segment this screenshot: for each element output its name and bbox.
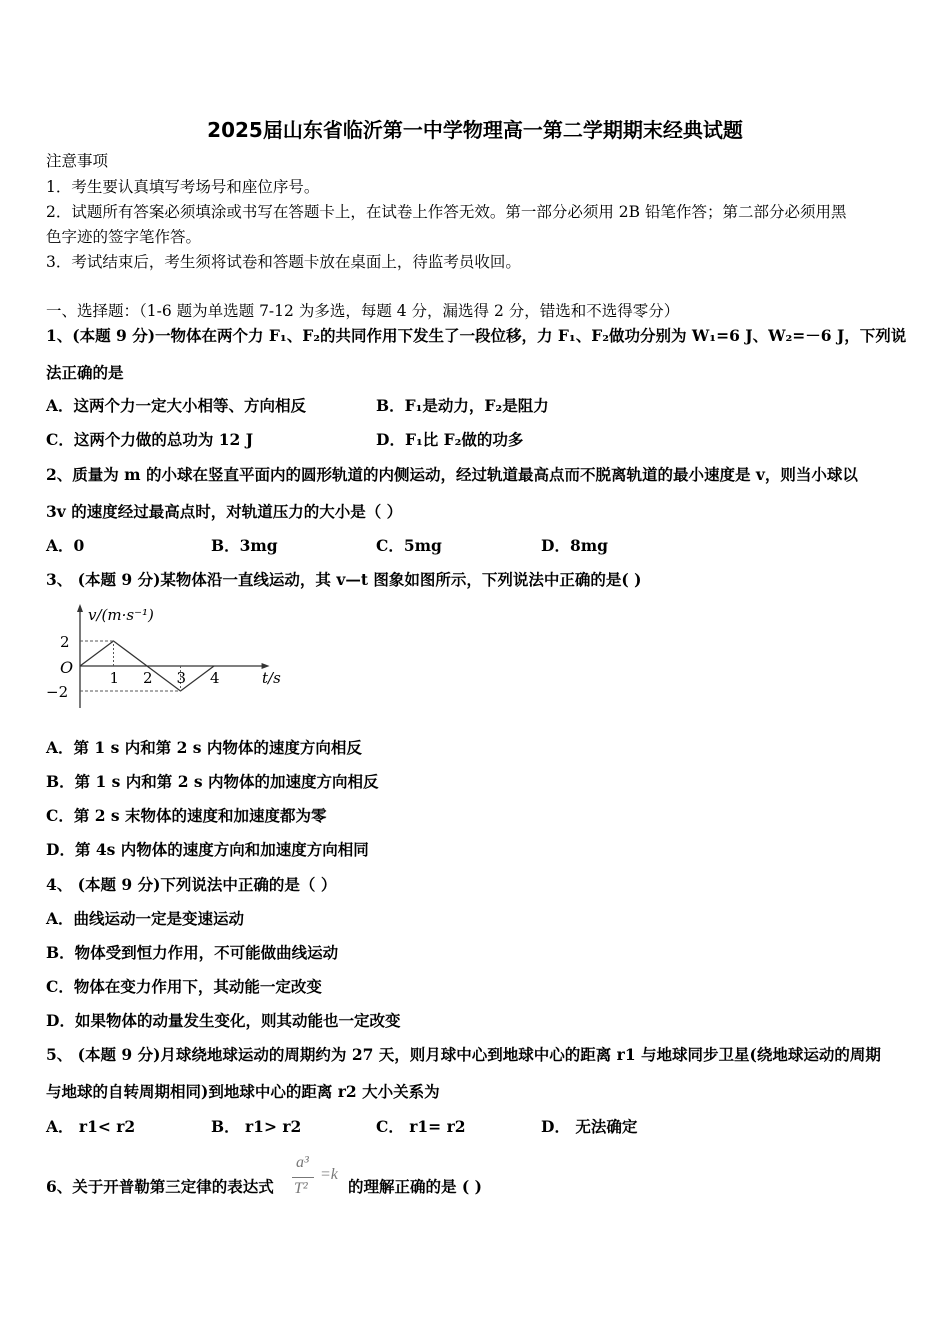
- x-tick-label: 3: [176, 669, 187, 687]
- q5-option-b: B． r1> r2: [211, 1117, 302, 1136]
- q1-stem: 法正确的是: [46, 363, 124, 382]
- section-heading: 一、选择题：（1-6 题为单选题 7-12 为多选，每题 4 分，漏选得 2 分，错选和不选得零分）: [46, 302, 680, 320]
- q2-stem: 2、质量为 m 的小球在竖直平面内的圆形轨道的内侧运动，经过轨道最高点而不脱离轨道的最小速度是 v，则当小球以: [46, 465, 858, 484]
- q4-option-d: D．如果物体的动量发生变化，则其动能也一定改变: [46, 1011, 401, 1030]
- q5-stem: 与地球的自转周期相同)到地球中心的距离 r2 大小关系为: [46, 1082, 440, 1101]
- q3-option-d: D．第 4s 内物体的速度方向和加速度方向相同: [46, 840, 369, 859]
- q3-stem: 3、 (本题 9 分)某物体沿一直线运动，其 v—t 图象如图所示，下列说法中正确的是( ): [46, 570, 642, 589]
- q5-option-d: D． 无法确定: [541, 1117, 638, 1136]
- vt-graph: [40, 598, 300, 713]
- kepler-formula: [290, 1154, 345, 1204]
- x-tick-label: 2: [143, 669, 153, 687]
- q2-option-b: B．3mg: [211, 536, 278, 555]
- x-axis-label: t/s: [262, 669, 281, 687]
- q1-stem: 1、(本题 9 分)一物体在两个力 F₁、F₂的共同作用下发生了一段位移，力 F₁、F₂做功分别为 W₁=6 J、W₂=－6 J，下列说: [46, 326, 907, 345]
- q5-option-c: C． r1= r2: [376, 1117, 466, 1136]
- page-title: 2025届山东省临沂第一中学物理高一第二学期期末经典试题: [207, 118, 743, 142]
- q1-option-c: C．这两个力做的总功为 12 J: [46, 430, 254, 449]
- y-axis-label: v/(m·s⁻¹): [88, 606, 154, 624]
- q2-option-d: D．8mg: [541, 536, 608, 555]
- q3-option-b: B．第 1 s 内和第 2 s 内物体的加速度方向相反: [46, 772, 379, 791]
- formula-numerator: a³: [296, 1154, 309, 1171]
- x-tick-label: 4: [210, 669, 220, 687]
- q3-option-c: C．第 2 s 末物体的速度和加速度都为零: [46, 806, 327, 825]
- q6-stem-end: 的理解正确的是 ( ): [348, 1177, 482, 1196]
- q1-option-d: D．F₁比 F₂做的功多: [376, 430, 524, 449]
- q6-stem: 6、关于开普勒第三定律的表达式: [46, 1177, 274, 1196]
- q1-option-b: B．F₁是动力，F₂是阻力: [376, 396, 549, 415]
- formula-rhs: =k: [320, 1166, 338, 1183]
- q5-option-a: A． r1< r2: [46, 1117, 136, 1136]
- q2-stem: 3v 的速度经过最高点时，对轨道压力的大小是（ ）: [46, 502, 403, 521]
- notice-item: 2．试题所有答案必须填涂或书写在答题卡上，在试卷上作答无效。第一部分必须用 2B 铅笔作答；第二部分必须用黑: [46, 203, 847, 221]
- origin-label: O: [60, 658, 74, 677]
- formula-denominator: T²: [294, 1180, 308, 1197]
- q5-stem: 5、 (本题 9 分)月球绕地球运动的周期约为 27 天，则月球中心到地球中心的距离 r1 与地球同步卫星(绕地球运动的周期: [46, 1045, 881, 1064]
- q4-stem: 4、 (本题 9 分)下列说法中正确的是（ ）: [46, 875, 337, 894]
- q2-option-a: A．0: [46, 536, 85, 555]
- q2-option-c: C．5mg: [376, 536, 442, 555]
- y-tick-label: −2: [46, 683, 69, 701]
- q4-option-a: A．曲线运动一定是变速运动: [46, 909, 245, 928]
- q1-option-a: A．这两个力一定大小相等、方向相反: [46, 396, 307, 415]
- q4-option-b: B．物体受到恒力作用，不可能做曲线运动: [46, 943, 339, 962]
- notice-item: 3．考试结束后，考生须将试卷和答题卡放在桌面上，待监考员收回。: [46, 253, 521, 271]
- q4-option-c: C．物体在变力作用下，其动能一定改变: [46, 977, 322, 996]
- notice-item: 1．考生要认真填写考场号和座位序号。: [46, 178, 320, 196]
- y-tick-label: 2: [60, 633, 70, 651]
- notice-item: 色字迹的签字笔作答。: [46, 228, 202, 246]
- x-tick-label: 1: [109, 669, 120, 687]
- notice-heading: 注意事项: [46, 152, 109, 170]
- y-axis-arrow: [77, 604, 83, 612]
- q3-option-a: A．第 1 s 内和第 2 s 内物体的速度方向相反: [46, 738, 362, 757]
